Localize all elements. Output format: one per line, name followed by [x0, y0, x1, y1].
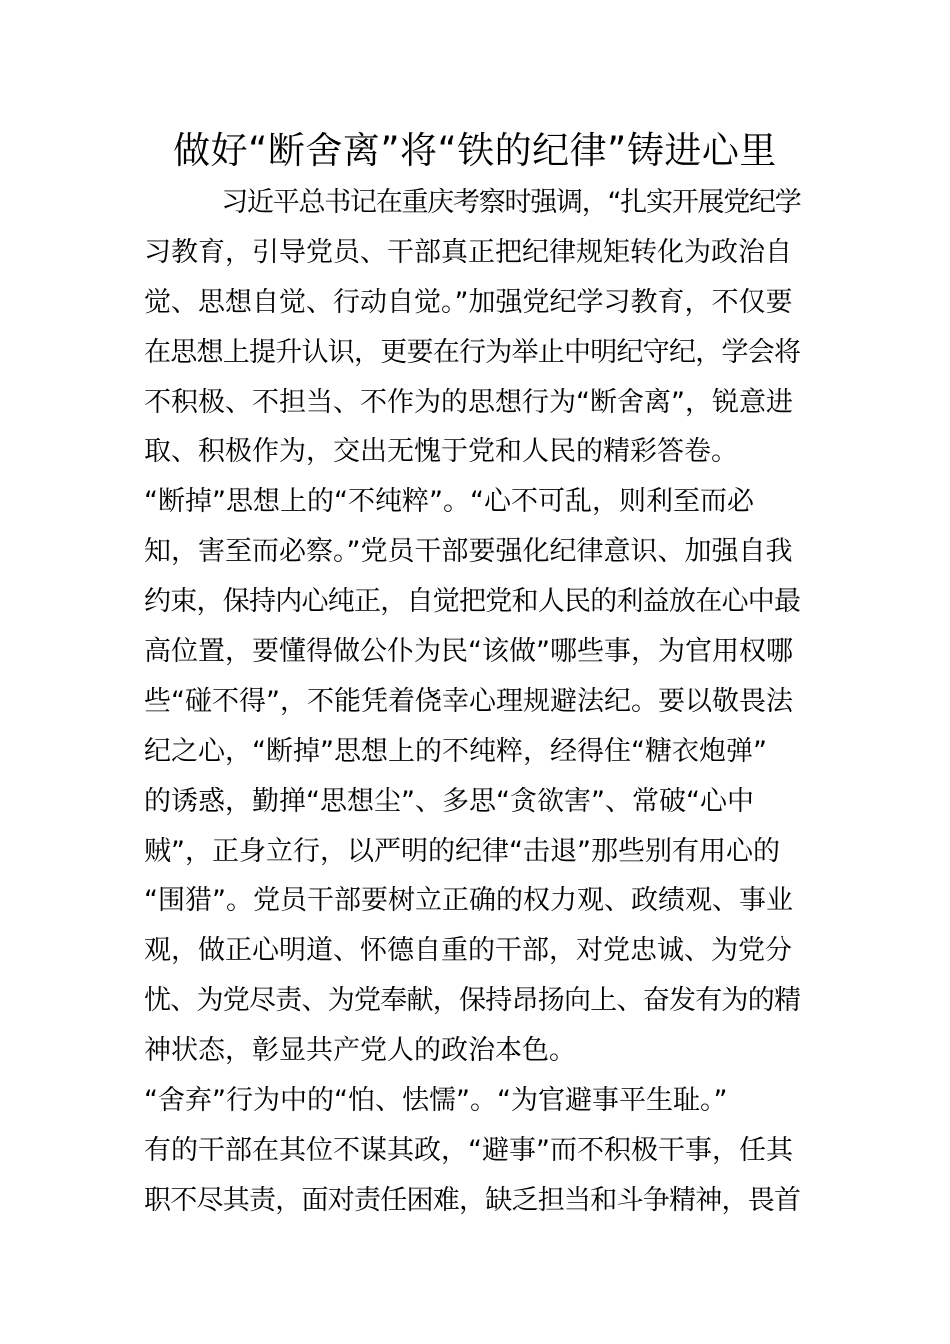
body-line: 贼”，正身立行，以严明的纪律“击退”那些别有用心的	[144, 835, 780, 867]
body-line: “围猎”。党员干部要树立正确的权力观、政绩观、事业	[144, 885, 793, 917]
body-line: 有的干部在其位不谋其政，“避事”而不积极干事，任其	[144, 1134, 793, 1166]
body-line: 职不尽其责，面对责任困难，缺乏担当和斗争精神，畏首	[144, 1184, 801, 1216]
body-line: 观，做正心明道、怀德自重的干部，对党忠诚、为党分	[144, 935, 792, 967]
body-line: 神状态，彰显共产党人的政治本色。	[144, 1035, 576, 1067]
body-line: 纪之心，“断掉”思想上的不纯粹，经得住“糖衣炮弹”	[144, 735, 767, 767]
body-line: 在思想上提升认识，更要在行为举止中明纪守纪，学会将	[144, 336, 801, 368]
body-line: “断掉”思想上的“不纯粹”。“心不可乱，则利至而必	[144, 486, 754, 518]
body-line: 忧、为党尽责、为党奉献，保持昂扬向上、奋发有为的精	[144, 985, 801, 1017]
body-line: 约束，保持内心纯正，自觉把党和人民的利益放在心中最	[144, 586, 801, 618]
body-line: 知，害至而必察。”党员干部要强化纪律意识、加强自我	[144, 536, 793, 568]
body-line: 取、积极作为，交出无愧于党和人民的精彩答卷。	[144, 436, 738, 468]
body-line: 高位置，要懂得做公仆为民“该做”哪些事，为官用权哪	[144, 636, 793, 668]
document-body	[144, 178, 806, 1226]
body-line: “舍弃”行为中的“怕、怯懦”。“为官避事平生耻。”	[144, 1085, 728, 1117]
document-title: 做好“断舍离”将“铁的纪律”铸进心里	[173, 129, 777, 172]
body-line: 不积极、不担当、不作为的思想行为“断舍离”，锐意进	[144, 386, 793, 418]
body-line: 习教育，引导党员、干部真正把纪律规矩转化为政治自	[144, 236, 792, 268]
body-line: 的诱惑，勤掸“思想尘”、多思“贪欲害”、常破“心中	[144, 785, 754, 817]
body-line: 些“碰不得”，不能凭着侥幸心理规避法纪。要以敬畏法	[144, 685, 793, 717]
body-line: 习近平总书记在重庆考察时强调，“扎实开展党纪学	[144, 187, 801, 218]
body-line: 觉、思想自觉、行动自觉。”加强党纪学习教育，不仅要	[144, 286, 793, 318]
